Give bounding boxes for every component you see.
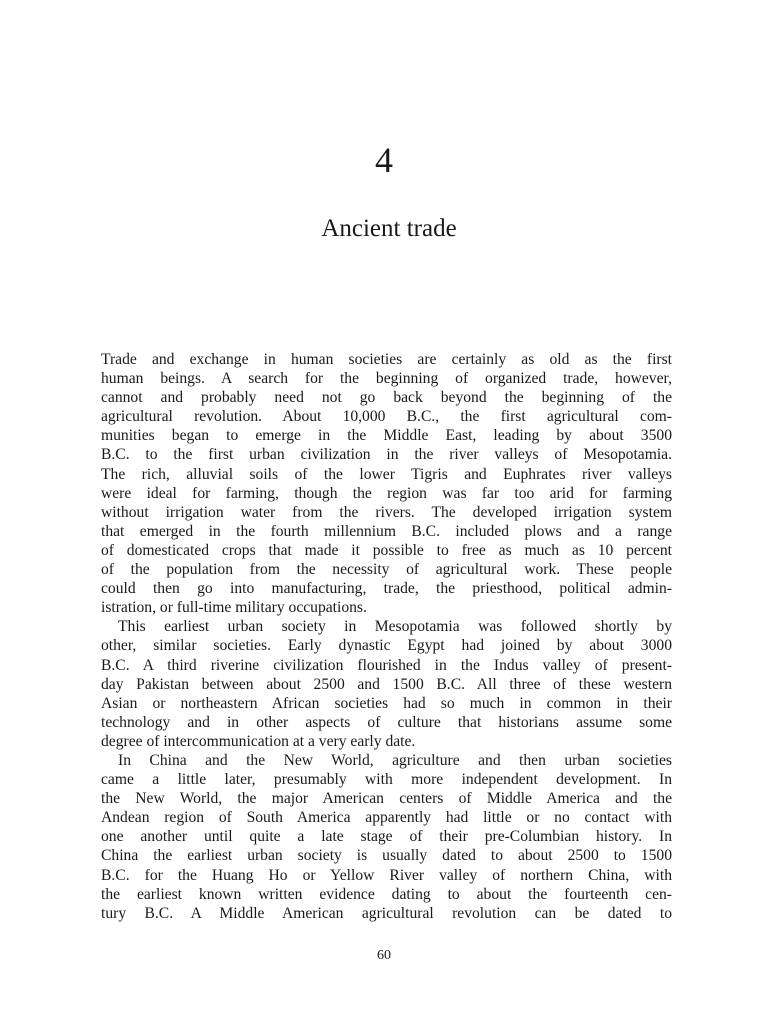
text-line: the earliest known written evidence dating to about the fourteenth cen- — [101, 885, 672, 903]
text-line: B.C. for the Huang Ho or Yellow River valley of northern China, with — [101, 866, 672, 884]
text-line: could then go into manufacturing, trade, the priesthood, political admin- — [101, 580, 672, 598]
text-line: were ideal for farming, though the region was far too arid for farming — [101, 484, 672, 502]
page-number: 60 — [377, 948, 391, 963]
paragraph-2 — [101, 617, 672, 751]
text-line: B.C. A third riverine civilization flourished in the Indus valley of present- — [101, 656, 672, 674]
text-line: B.C. to the first urban civilization in the river valleys of Mesopotamia. — [101, 446, 672, 464]
text-line: tury B.C. A Middle American agricultural revolution can be dated to — [101, 904, 672, 922]
chapter-title: Ancient trade — [321, 215, 457, 242]
text-line: The rich, alluvial soils of the lower Tigris and Euphrates river valleys — [101, 465, 672, 483]
text-line: human beings. A search for the beginning of organized trade, however, — [101, 370, 672, 388]
text-line: munities began to emerge in the Middle East, leading by about 3500 — [101, 427, 672, 445]
text-line: China the earliest urban society is usually dated to about 2500 to 1500 — [101, 847, 672, 865]
text-line: day Pakistan between about 2500 and 1500 B.C. All three of these western — [101, 675, 672, 693]
paragraph-1 — [101, 350, 672, 617]
text-line: This earliest urban society in Mesopotamia was followed shortly by — [118, 618, 672, 636]
paragraph-3 — [101, 751, 672, 923]
text-line: In China and the New World, agriculture and then urban societies — [118, 751, 672, 769]
text-line: of the population from the necessity of agricultural work. These people — [101, 561, 672, 579]
text-line: that emerged in the fourth millennium B.C. included plows and a range — [101, 522, 672, 540]
chapter-number: 4 — [375, 140, 393, 180]
text-line: Trade and exchange in human societies are certainly as old as the first — [101, 351, 672, 368]
text-line: degree of intercommunication at a very early date. — [101, 732, 416, 750]
text-line: Asian or northeastern African societies had so much in common in their — [101, 694, 672, 712]
body-text — [101, 350, 672, 923]
text-line: istration, or full-time military occupations. — [101, 599, 367, 617]
text-line: other, similar societies. Early dynastic Egypt had joined by about 3000 — [101, 637, 672, 655]
text-line: technology and in other aspects of culture that historians assume some — [101, 713, 672, 731]
text-line: the New World, the major American centers of Middle America and the — [101, 790, 672, 808]
text-line: one another until quite a late stage of their pre-Columbian history. In — [101, 828, 672, 846]
text-line: cannot and probably need not go back beyond the beginning of the — [101, 389, 672, 407]
text-line: without irrigation water from the rivers. The developed irrigation system — [101, 503, 672, 521]
text-line: of domesticated crops that made it possible to free as much as 10 percent — [101, 541, 672, 559]
text-line: came a little later, presumably with more independent development. In — [101, 771, 672, 789]
text-line: agricultural revolution. About 10,000 B.C., the first agricultural com- — [101, 408, 672, 426]
text-line: Andean region of South America apparently had little or no contact with — [101, 809, 672, 827]
